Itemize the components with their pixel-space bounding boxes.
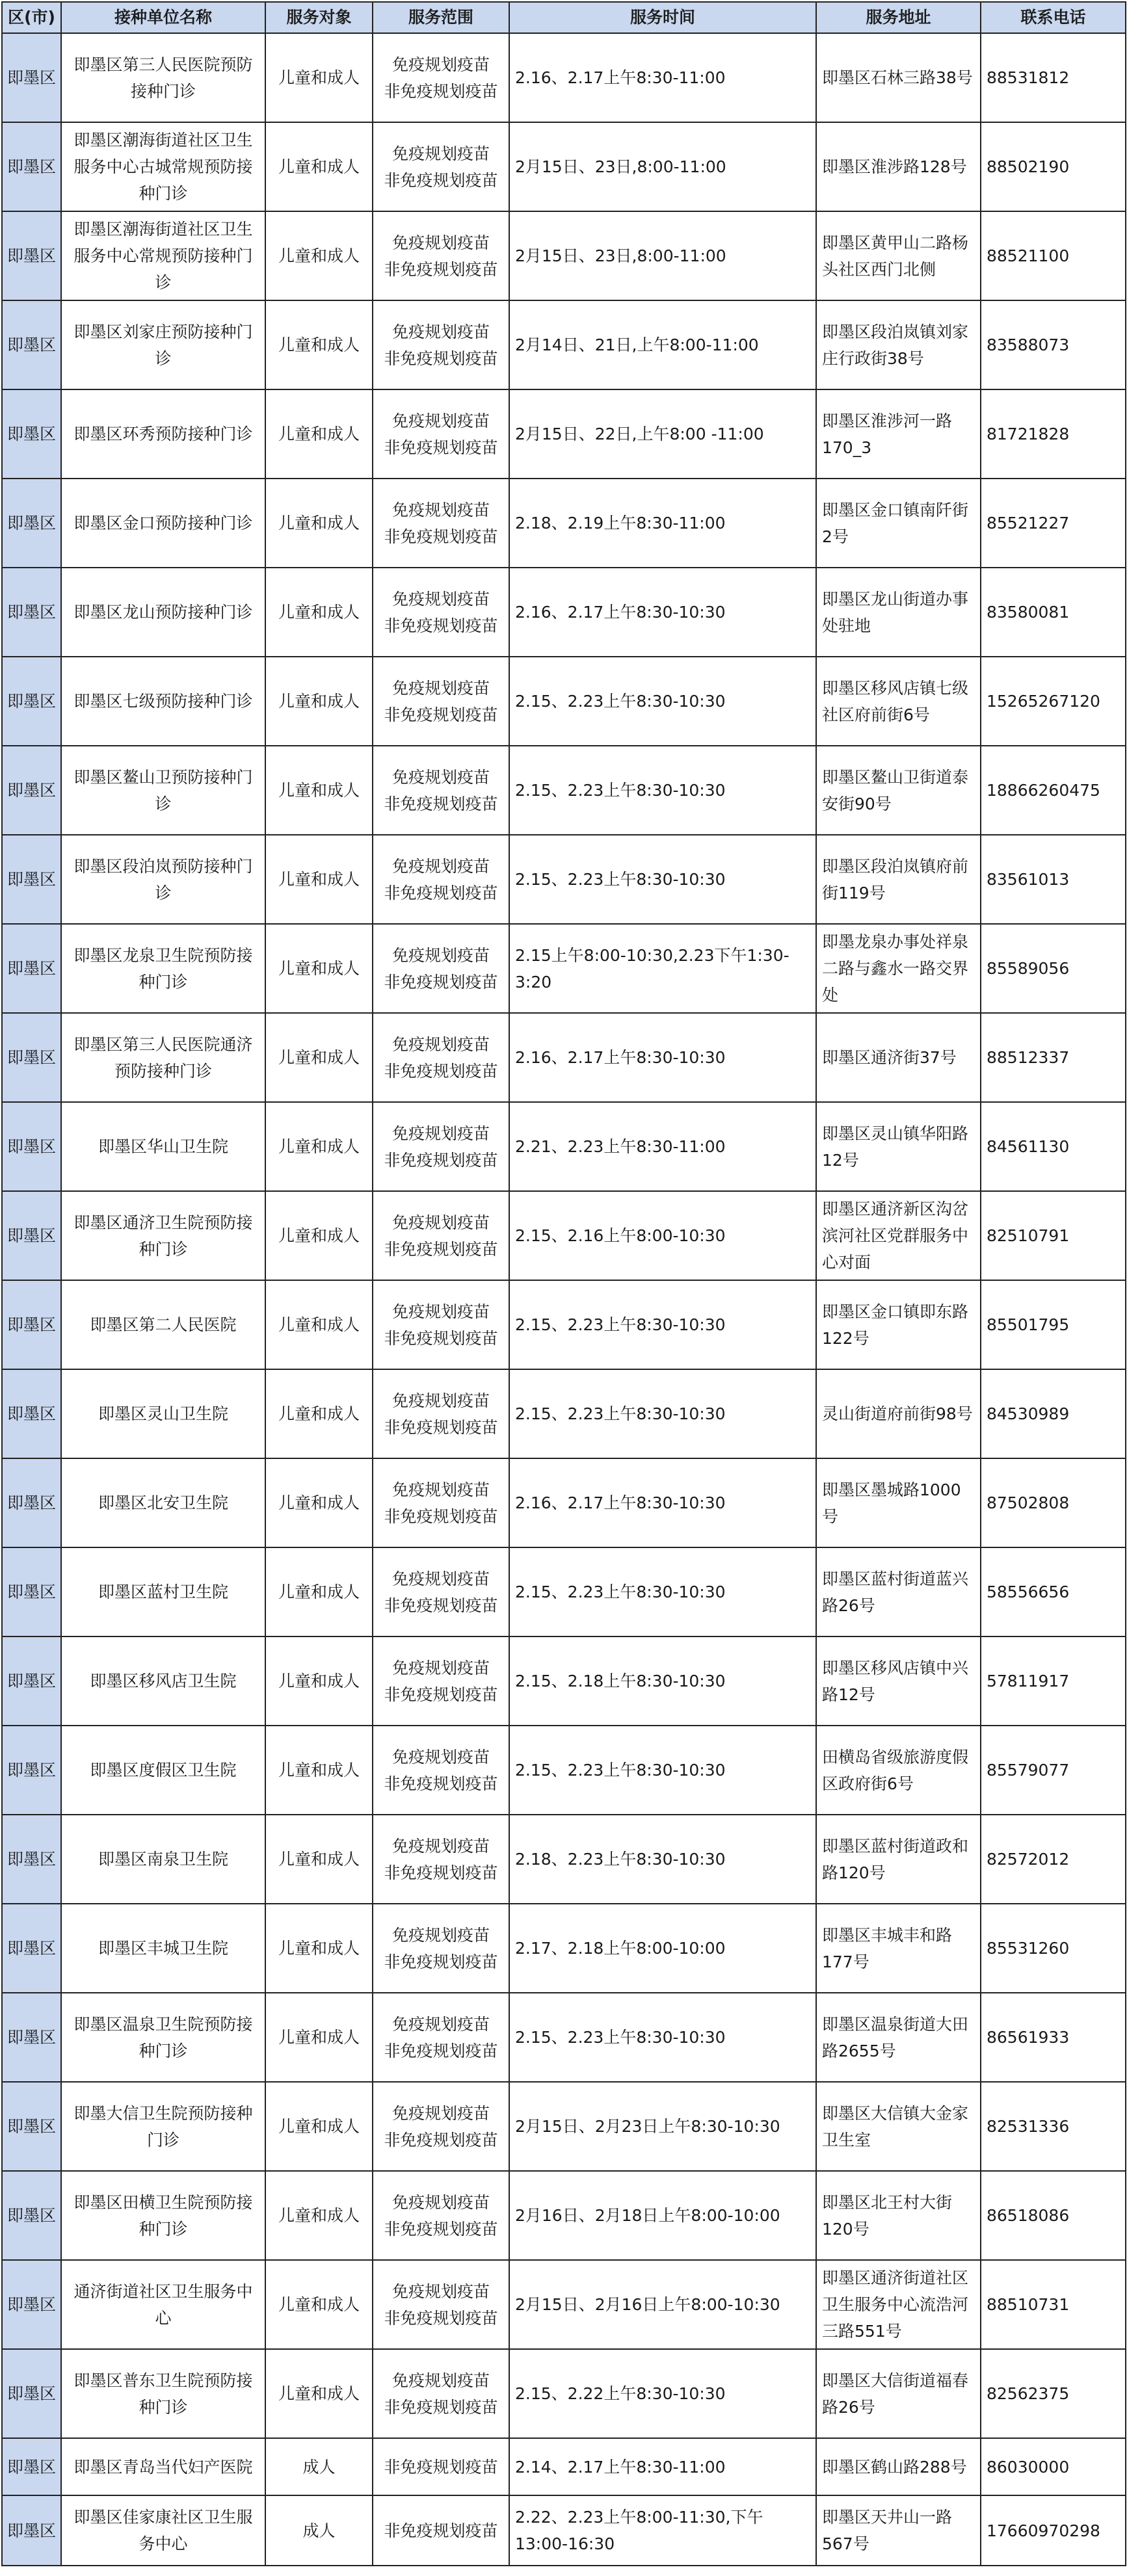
cell-service-scope: 免疫规划疫苗 非免疫规划疫苗: [373, 479, 509, 568]
cell-service-scope: 免疫规划疫苗 非免疫规划疫苗: [373, 1547, 509, 1636]
cell-service-address: 即墨区段泊岚镇府前街119号: [816, 835, 981, 924]
cell-district: 即墨区: [2, 2349, 61, 2438]
cell-service-address: 即墨区金口镇即东路122号: [816, 1280, 981, 1369]
cell-service-target: 儿童和成人: [265, 1102, 373, 1191]
cell-service-time: 2.14、2.17上午8:30-11:00: [509, 2438, 816, 2495]
cell-service-target: 儿童和成人: [265, 568, 373, 657]
cell-service-target: 成人: [265, 2438, 373, 2495]
cell-service-target: 儿童和成人: [265, 1547, 373, 1636]
cell-service-target: 儿童和成人: [265, 122, 373, 211]
cell-service-time: 2月15日、2月23日上午8:30-10:30: [509, 2082, 816, 2171]
cell-service-target: 儿童和成人: [265, 1815, 373, 1904]
cell-district: 即墨区: [2, 568, 61, 657]
table-row: [2, 1547, 1126, 1636]
cell-phone: 84561130: [981, 1102, 1126, 1191]
cell-service-target: 儿童和成人: [265, 746, 373, 835]
cell-service-time: 2.16、2.17上午8:30-10:30: [509, 568, 816, 657]
table-row: [2, 2438, 1126, 2495]
cell-service-address: 即墨区移风店镇中兴路12号: [816, 1636, 981, 1726]
cell-district: 即墨区: [2, 389, 61, 479]
cell-service-scope: 免疫规划疫苗 非免疫规划疫苗: [373, 1458, 509, 1547]
cell-unit-name: 即墨区环秀预防接种门诊: [61, 389, 265, 479]
cell-service-target: 儿童和成人: [265, 657, 373, 746]
cell-phone: 83580081: [981, 568, 1126, 657]
cell-unit-name: 即墨区金口预防接种门诊: [61, 479, 265, 568]
cell-unit-name: 即墨区丰城卫生院: [61, 1904, 265, 1993]
cell-phone: 86030000: [981, 2438, 1126, 2495]
cell-service-target: 儿童和成人: [265, 1191, 373, 1280]
cell-service-time: 2.21、2.23上午8:30-11:00: [509, 1102, 816, 1191]
table-row: [2, 2082, 1126, 2171]
table-row: [2, 1993, 1126, 2082]
cell-district: 即墨区: [2, 1102, 61, 1191]
cell-service-time: 2.18、2.23上午8:30-10:30: [509, 1815, 816, 1904]
cell-service-address: 即墨区通济街37号: [816, 1013, 981, 1102]
cell-unit-name: 即墨区北安卫生院: [61, 1458, 265, 1547]
cell-phone: 83588073: [981, 300, 1126, 389]
cell-phone: 82510791: [981, 1191, 1126, 1280]
cell-service-time: 2.15、2.23上午8:30-10:30: [509, 657, 816, 746]
cell-unit-name: 即墨区潮海街道社区卫生服务中心古城常规预防接种门诊: [61, 122, 265, 211]
table-row: [2, 568, 1126, 657]
cell-unit-name: 即墨区普东卫生院预防接种门诊: [61, 2349, 265, 2438]
cell-service-target: 儿童和成人: [265, 1369, 373, 1458]
cell-service-address: 即墨区蓝村街道蓝兴路26号: [816, 1547, 981, 1636]
cell-phone: 88502190: [981, 122, 1126, 211]
table-row: [2, 1636, 1126, 1726]
cell-service-target: 儿童和成人: [265, 1636, 373, 1726]
header-service-time: 服务时间: [509, 2, 816, 33]
table-row: [2, 479, 1126, 568]
cell-service-address: 即墨区移风店镇七级社区府前街6号: [816, 657, 981, 746]
cell-unit-name: 即墨区通济卫生院预防接种门诊: [61, 1191, 265, 1280]
cell-service-time: 2月14日、21日,上午8:00-11:00: [509, 300, 816, 389]
header-unit-name: 接种单位名称: [61, 2, 265, 33]
cell-service-time: 2月16日、2月18日上午8:00-10:00: [509, 2171, 816, 2260]
cell-service-scope: 免疫规划疫苗 非免疫规划疫苗: [373, 1280, 509, 1369]
cell-unit-name: 即墨区龙山预防接种门诊: [61, 568, 265, 657]
cell-phone: 17660970298: [981, 2495, 1126, 2566]
table-row: [2, 1191, 1126, 1280]
cell-district: 即墨区: [2, 924, 61, 1013]
cell-phone: 85589056: [981, 924, 1126, 1013]
cell-district: 即墨区: [2, 1280, 61, 1369]
cell-service-address: 即墨区天井山一路567号: [816, 2495, 981, 2566]
cell-service-time: 2.15、2.16上午8:00-10:30: [509, 1191, 816, 1280]
cell-unit-name: 即墨区青岛当代妇产医院: [61, 2438, 265, 2495]
cell-service-time: 2.15、2.23上午8:30-10:30: [509, 1369, 816, 1458]
cell-service-target: 儿童和成人: [265, 1013, 373, 1102]
cell-service-address: 灵山街道府前街98号: [816, 1369, 981, 1458]
cell-phone: 82531336: [981, 2082, 1126, 2171]
cell-service-scope: 免疫规划疫苗 非免疫规划疫苗: [373, 1102, 509, 1191]
cell-district: 即墨区: [2, 33, 61, 122]
cell-phone: 88521100: [981, 211, 1126, 300]
cell-phone: 85531260: [981, 1904, 1126, 1993]
cell-service-scope: 免疫规划疫苗 非免疫规划疫苗: [373, 33, 509, 122]
table-row: [2, 2171, 1126, 2260]
cell-phone: 82562375: [981, 2349, 1126, 2438]
cell-service-scope: 免疫规划疫苗 非免疫规划疫苗: [373, 568, 509, 657]
cell-service-address: 即墨区温泉街道大田路2655号: [816, 1993, 981, 2082]
cell-phone: 57811917: [981, 1636, 1126, 1726]
cell-unit-name: 即墨区佳家康社区卫生服务中心: [61, 2495, 265, 2566]
cell-service-address: 即墨区龙山街道办事处驻地: [816, 568, 981, 657]
cell-unit-name: 即墨区移风店卫生院: [61, 1636, 265, 1726]
table-row: [2, 211, 1126, 300]
cell-service-address: 即墨区鹤山路288号: [816, 2438, 981, 2495]
cell-district: 即墨区: [2, 1369, 61, 1458]
cell-phone: 84530989: [981, 1369, 1126, 1458]
cell-service-time: 2月15日、23日,8:00-11:00: [509, 211, 816, 300]
cell-district: 即墨区: [2, 1815, 61, 1904]
cell-phone: 85501795: [981, 1280, 1126, 1369]
table-header: [2, 2, 1126, 33]
table-row: [2, 389, 1126, 479]
cell-service-target: 儿童和成人: [265, 211, 373, 300]
cell-service-address: 即墨区大信街道福春路26号: [816, 2349, 981, 2438]
cell-service-address: 即墨区金口镇南阡街2号: [816, 479, 981, 568]
cell-district: 即墨区: [2, 2171, 61, 2260]
cell-phone: 58556656: [981, 1547, 1126, 1636]
cell-service-address: 即墨区通济新区沟岔滨河社区党群服务中心对面: [816, 1191, 981, 1280]
cell-service-scope: 免疫规划疫苗 非免疫规划疫苗: [373, 2349, 509, 2438]
header-service-scope: 服务范围: [373, 2, 509, 33]
cell-service-time: 2.15、2.23上午8:30-10:30: [509, 1280, 816, 1369]
cell-service-address: 即墨区淮涉河一路170_3: [816, 389, 981, 479]
cell-service-target: 儿童和成人: [265, 2171, 373, 2260]
cell-service-time: 2.15、2.23上午8:30-10:30: [509, 835, 816, 924]
table-row: [2, 33, 1126, 122]
cell-unit-name: 即墨区南泉卫生院: [61, 1815, 265, 1904]
cell-unit-name: 即墨区鳌山卫预防接种门诊: [61, 746, 265, 835]
table-row: [2, 2260, 1126, 2349]
cell-unit-name: 即墨区龙泉卫生院预防接种门诊: [61, 924, 265, 1013]
table-row: [2, 1458, 1126, 1547]
cell-phone: 88510731: [981, 2260, 1126, 2349]
cell-district: 即墨区: [2, 211, 61, 300]
cell-service-scope: 免疫规划疫苗 非免疫规划疫苗: [373, 1904, 509, 1993]
cell-service-time: 2.15、2.23上午8:30-10:30: [509, 1993, 816, 2082]
cell-service-scope: 非免疫规划疫苗: [373, 2495, 509, 2566]
cell-service-time: 2.22、2.23上午8:00-11:30,下午13:00-16:30: [509, 2495, 816, 2566]
cell-unit-name: 即墨大信卫生院预防接种门诊: [61, 2082, 265, 2171]
cell-phone: 88512337: [981, 1013, 1126, 1102]
cell-service-target: 儿童和成人: [265, 2349, 373, 2438]
table-body: [2, 33, 1126, 2566]
table-row: [2, 657, 1126, 746]
cell-service-target: 儿童和成人: [265, 924, 373, 1013]
cell-service-address: 即墨区丰城丰和路177号: [816, 1904, 981, 1993]
cell-service-scope: 免疫规划疫苗 非免疫规划疫苗: [373, 2082, 509, 2171]
cell-service-time: 2.18、2.19上午8:30-11:00: [509, 479, 816, 568]
cell-service-scope: 免疫规划疫苗 非免疫规划疫苗: [373, 1726, 509, 1815]
cell-unit-name: 即墨区灵山卫生院: [61, 1369, 265, 1458]
cell-service-address: 即墨区通济街道社区卫生服务中心流浩河三路551号: [816, 2260, 981, 2349]
cell-unit-name: 通济街道社区卫生服务中心: [61, 2260, 265, 2349]
cell-district: 即墨区: [2, 1904, 61, 1993]
cell-district: 即墨区: [2, 2438, 61, 2495]
cell-service-scope: 免疫规划疫苗 非免疫规划疫苗: [373, 2171, 509, 2260]
cell-phone: 86561933: [981, 1993, 1126, 2082]
cell-unit-name: 即墨区田横卫生院预防接种门诊: [61, 2171, 265, 2260]
header-service-address: 服务地址: [816, 2, 981, 33]
cell-service-scope: 免疫规划疫苗 非免疫规划疫苗: [373, 1369, 509, 1458]
cell-service-target: 儿童和成人: [265, 835, 373, 924]
cell-phone: 87502808: [981, 1458, 1126, 1547]
cell-service-time: 2.15、2.22上午8:30-10:30: [509, 2349, 816, 2438]
cell-service-scope: 免疫规划疫苗 非免疫规划疫苗: [373, 122, 509, 211]
cell-unit-name: 即墨区华山卫生院: [61, 1102, 265, 1191]
cell-service-target: 儿童和成人: [265, 389, 373, 479]
cell-service-scope: 非免疫规划疫苗: [373, 2438, 509, 2495]
cell-unit-name: 即墨区段泊岚预防接种门诊: [61, 835, 265, 924]
cell-service-time: 2月15日、22日,上午8:00 -11:00: [509, 389, 816, 479]
cell-service-target: 儿童和成人: [265, 1280, 373, 1369]
cell-service-scope: 免疫规划疫苗 非免疫规划疫苗: [373, 300, 509, 389]
header-phone: 联系电话: [981, 2, 1126, 33]
cell-district: 即墨区: [2, 1993, 61, 2082]
cell-service-address: 即墨区蓝村街道政和路120号: [816, 1815, 981, 1904]
table-row: [2, 1280, 1126, 1369]
cell-service-address: 田横岛省级旅游度假区政府街6号: [816, 1726, 981, 1815]
cell-district: 即墨区: [2, 1726, 61, 1815]
cell-service-target: 儿童和成人: [265, 1458, 373, 1547]
table-row: [2, 924, 1126, 1013]
cell-service-time: 2.16、2.17上午8:30-10:30: [509, 1013, 816, 1102]
cell-service-time: 2月15日、23日,8:00-11:00: [509, 122, 816, 211]
header-row: [2, 2, 1126, 33]
cell-district: 即墨区: [2, 2260, 61, 2349]
cell-service-target: 儿童和成人: [265, 300, 373, 389]
cell-service-time: 2.15上午8:00-10:30,2.23下午1:30-3:20: [509, 924, 816, 1013]
cell-service-scope: 免疫规划疫苗 非免疫规划疫苗: [373, 1191, 509, 1280]
cell-district: 即墨区: [2, 1547, 61, 1636]
cell-phone: 85579077: [981, 1726, 1126, 1815]
cell-service-scope: 免疫规划疫苗 非免疫规划疫苗: [373, 746, 509, 835]
table-row: [2, 1102, 1126, 1191]
cell-service-scope: 免疫规划疫苗 非免疫规划疫苗: [373, 1993, 509, 2082]
cell-district: 即墨区: [2, 835, 61, 924]
table-row: [2, 300, 1126, 389]
cell-unit-name: 即墨区潮海街道社区卫生服务中心常规预防接种门诊: [61, 211, 265, 300]
cell-service-address: 即墨区鳌山卫街道泰安街90号: [816, 746, 981, 835]
cell-unit-name: 即墨区第三人民医院预防接种门诊: [61, 33, 265, 122]
cell-district: 即墨区: [2, 479, 61, 568]
cell-service-target: 儿童和成人: [265, 479, 373, 568]
table-row: [2, 835, 1126, 924]
cell-phone: 83561013: [981, 835, 1126, 924]
cell-service-scope: 免疫规划疫苗 非免疫规划疫苗: [373, 211, 509, 300]
cell-service-scope: 免疫规划疫苗 非免疫规划疫苗: [373, 1013, 509, 1102]
cell-district: 即墨区: [2, 1013, 61, 1102]
table-row: [2, 1369, 1126, 1458]
table-row: [2, 1013, 1126, 1102]
cell-service-time: 2.15、2.23上午8:30-10:30: [509, 1547, 816, 1636]
cell-district: 即墨区: [2, 2082, 61, 2171]
cell-district: 即墨区: [2, 1458, 61, 1547]
cell-service-scope: 免疫规划疫苗 非免疫规划疫苗: [373, 1815, 509, 1904]
cell-service-address: 即墨区北王村大街120号: [816, 2171, 981, 2260]
cell-phone: 18866260475: [981, 746, 1126, 835]
cell-service-address: 即墨区淮涉路128号: [816, 122, 981, 211]
cell-unit-name: 即墨区第三人民医院通济预防接种门诊: [61, 1013, 265, 1102]
cell-unit-name: 即墨区温泉卫生院预防接种门诊: [61, 1993, 265, 2082]
table-row: [2, 2349, 1126, 2438]
cell-unit-name: 即墨区第二人民医院: [61, 1280, 265, 1369]
cell-service-target: 儿童和成人: [265, 2082, 373, 2171]
cell-service-target: 儿童和成人: [265, 2260, 373, 2349]
cell-service-target: 儿童和成人: [265, 33, 373, 122]
cell-service-time: 2月15日、2月16日上午8:00-10:30: [509, 2260, 816, 2349]
cell-service-address: 即墨区黄甲山二路杨头社区西门北侧: [816, 211, 981, 300]
cell-service-time: 2.16、2.17上午8:30-10:30: [509, 1458, 816, 1547]
cell-phone: 81721828: [981, 389, 1126, 479]
cell-district: 即墨区: [2, 1636, 61, 1726]
cell-service-address: 即墨区大信镇大金家卫生室: [816, 2082, 981, 2171]
cell-service-address: 即墨区段泊岚镇刘家庄行政街38号: [816, 300, 981, 389]
cell-service-time: 2.15、2.23上午8:30-10:30: [509, 746, 816, 835]
cell-service-time: 2.15、2.18上午8:30-10:30: [509, 1636, 816, 1726]
cell-service-address: 即墨区石林三路38号: [816, 33, 981, 122]
cell-service-target: 儿童和成人: [265, 1726, 373, 1815]
cell-service-target: 儿童和成人: [265, 1993, 373, 2082]
table-row: [2, 1726, 1126, 1815]
table-row: [2, 122, 1126, 211]
cell-service-address: 即墨区墨城路1000号: [816, 1458, 981, 1547]
table-row: [2, 746, 1126, 835]
cell-district: 即墨区: [2, 2495, 61, 2566]
cell-phone: 15265267120: [981, 657, 1126, 746]
cell-phone: 88531812: [981, 33, 1126, 122]
cell-service-scope: 免疫规划疫苗 非免疫规划疫苗: [373, 1636, 509, 1726]
cell-service-target: 儿童和成人: [265, 1904, 373, 1993]
cell-district: 即墨区: [2, 1191, 61, 1280]
cell-service-scope: 免疫规划疫苗 非免疫规划疫苗: [373, 924, 509, 1013]
cell-service-time: 2.16、2.17上午8:30-11:00: [509, 33, 816, 122]
cell-unit-name: 即墨区刘家庄预防接种门诊: [61, 300, 265, 389]
cell-phone: 86518086: [981, 2171, 1126, 2260]
header-service-target: 服务对象: [265, 2, 373, 33]
cell-service-scope: 免疫规划疫苗 非免疫规划疫苗: [373, 657, 509, 746]
table-row: [2, 2495, 1126, 2566]
cell-unit-name: 即墨区度假区卫生院: [61, 1726, 265, 1815]
header-district: 区(市): [2, 2, 61, 33]
cell-district: 即墨区: [2, 746, 61, 835]
cell-phone: 85521227: [981, 479, 1126, 568]
table-row: [2, 1904, 1126, 1993]
vaccination-schedule-table: [1, 1, 1126, 2566]
cell-service-target: 成人: [265, 2495, 373, 2566]
cell-service-time: 2.17、2.18上午8:00-10:00: [509, 1904, 816, 1993]
cell-service-scope: 免疫规划疫苗 非免疫规划疫苗: [373, 2260, 509, 2349]
cell-service-address: 即墨龙泉办事处祥泉二路与鑫水一路交界处: [816, 924, 981, 1013]
cell-phone: 82572012: [981, 1815, 1126, 1904]
cell-unit-name: 即墨区蓝村卫生院: [61, 1547, 265, 1636]
cell-service-address: 即墨区灵山镇华阳路12号: [816, 1102, 981, 1191]
cell-service-scope: 免疫规划疫苗 非免疫规划疫苗: [373, 389, 509, 479]
cell-district: 即墨区: [2, 300, 61, 389]
cell-service-time: 2.15、2.23上午8:30-10:30: [509, 1726, 816, 1815]
cell-unit-name: 即墨区七级预防接种门诊: [61, 657, 265, 746]
cell-district: 即墨区: [2, 657, 61, 746]
cell-district: 即墨区: [2, 122, 61, 211]
cell-service-scope: 免疫规划疫苗 非免疫规划疫苗: [373, 835, 509, 924]
table-row: [2, 1815, 1126, 1904]
